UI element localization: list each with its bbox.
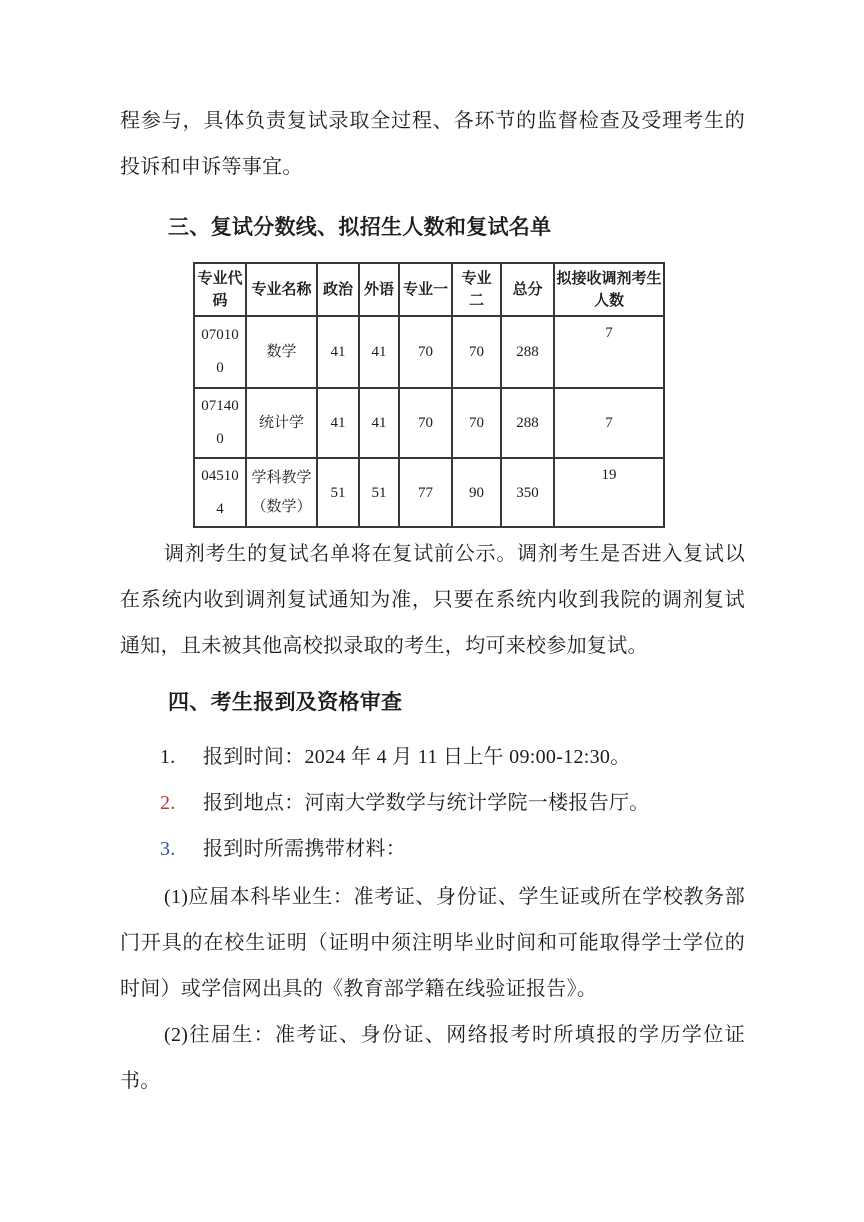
cell-major-code: 071400 bbox=[194, 388, 246, 458]
list-number-3: 3. bbox=[160, 838, 176, 860]
cell-transfer-count: 19 bbox=[554, 458, 664, 527]
cell-major-name: 数学 bbox=[246, 316, 317, 388]
list-item-text: 报到时所需携带材料： bbox=[203, 838, 406, 860]
cell-transfer-count: 7 bbox=[554, 388, 664, 458]
column-header-major-course-2: 专业二 bbox=[452, 263, 501, 316]
column-header-total-score: 总分 bbox=[501, 263, 554, 316]
column-header-transfer-count: 拟接收调剂考生人数 bbox=[554, 263, 664, 316]
cell-transfer-count: 7 bbox=[554, 316, 664, 388]
list-number-2: 2. bbox=[160, 792, 176, 814]
list-item-text: 报到时间：2024 年 4 月 11 日上午 09:00-12:30。 bbox=[203, 746, 631, 768]
table-row-statistics bbox=[194, 388, 664, 458]
cell-major1-score: 70 bbox=[399, 316, 452, 388]
cell-major2-score: 90 bbox=[452, 458, 501, 527]
list-number-1: 1. bbox=[160, 746, 176, 768]
table-row-mathematics bbox=[194, 316, 664, 388]
column-header-major-course-1: 专业一 bbox=[399, 263, 452, 316]
cell-major2-score: 70 bbox=[452, 388, 501, 458]
list-item-text: 报到地点：河南大学数学与统计学院一楼报告厅。 bbox=[203, 792, 650, 814]
section-heading-retest-scores: 三、复试分数线、拟招生人数和复试名单 bbox=[168, 215, 552, 239]
cell-major-code: 070100 bbox=[194, 316, 246, 388]
column-header-major-code: 专业代码 bbox=[194, 263, 246, 316]
cell-major-name: 统计学 bbox=[246, 388, 317, 458]
cell-foreign-score: 51 bbox=[359, 458, 399, 527]
cell-major1-score: 77 bbox=[399, 458, 452, 527]
cell-major2-score: 70 bbox=[452, 316, 501, 388]
list-item-checkin-time bbox=[160, 734, 745, 780]
cell-major1-score: 70 bbox=[399, 388, 452, 458]
cell-foreign-score: 41 bbox=[359, 388, 399, 458]
cell-politics-score: 51 bbox=[317, 458, 359, 527]
cell-politics-score: 41 bbox=[317, 316, 359, 388]
cell-major-name: 学科教学（数学） bbox=[246, 458, 317, 527]
list-item-required-materials bbox=[160, 826, 745, 872]
cell-total-score: 288 bbox=[501, 388, 554, 458]
paragraph-materials-fresh-graduates: (1)应届本科毕业生：准考证、身份证、学生证或所在学校教务部门开具的在校生证明（证明中须注明毕业时间和可能取得学士学位的时间）或学信网出具的《教育部学籍在线验证报告》。 bbox=[120, 886, 745, 1000]
section-heading-checkin-review: 四、考生报到及资格审查 bbox=[168, 690, 403, 714]
cell-major-code: 045104 bbox=[194, 458, 246, 527]
table-header-row bbox=[194, 263, 664, 316]
paragraph-materials-previous-graduates: (2)往届生：准考证、身份证、网络报考时所填报的学历学位证书。 bbox=[120, 1024, 745, 1092]
column-header-major-name: 专业名称 bbox=[246, 263, 317, 316]
cell-politics-score: 41 bbox=[317, 388, 359, 458]
cell-total-score: 350 bbox=[501, 458, 554, 527]
table-row-subject-teaching-math bbox=[194, 458, 664, 527]
score-line-table bbox=[193, 262, 665, 528]
cell-foreign-score: 41 bbox=[359, 316, 399, 388]
paragraph-supervision-continuation: 程参与，具体负责复试录取全过程、各环节的监督检查及受理考生的投诉和申诉等事宜。 bbox=[120, 110, 745, 178]
cell-total-score: 288 bbox=[501, 316, 554, 388]
column-header-foreign-language: 外语 bbox=[359, 263, 399, 316]
list-item-checkin-place bbox=[160, 780, 745, 826]
column-header-politics: 政治 bbox=[317, 263, 359, 316]
paragraph-transfer-note: 调剂考生的复试名单将在复试前公示。调剂考生是否进入复试以在系统内收到调剂复试通知为准，只要在系统内收到我院的调剂复试通知，且未被其他高校拟录取的考生，均可来校参加复试。 bbox=[120, 543, 745, 657]
checkin-list bbox=[120, 734, 745, 872]
